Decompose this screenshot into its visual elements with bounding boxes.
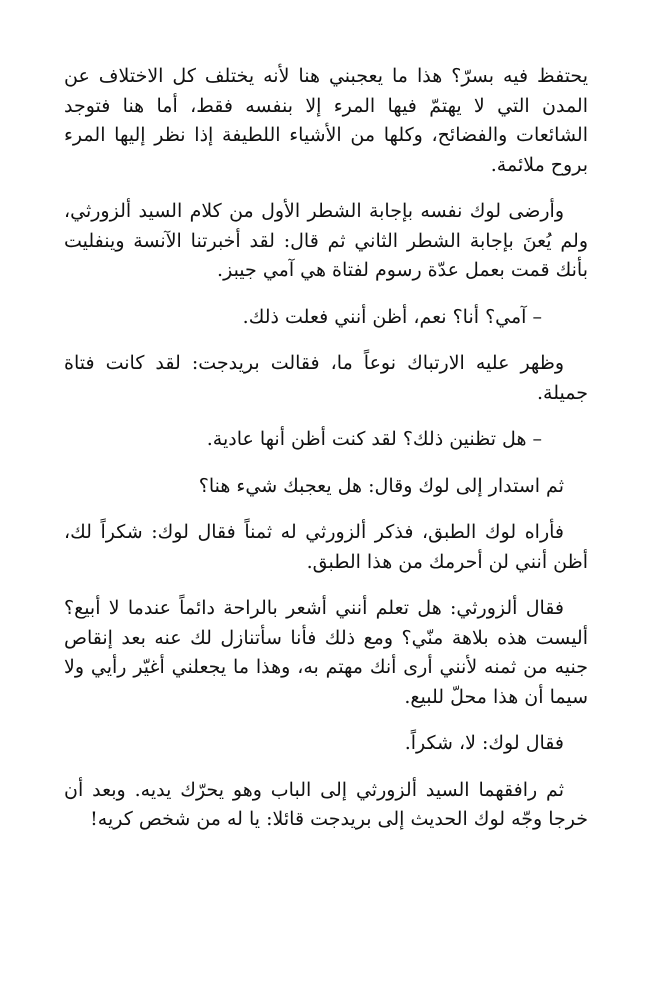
paragraph: ثم استدار إلى لوك وقال: هل يعجبك شيء هنا؟ [198,474,564,497]
paragraph: ثم رافقهما السيد ألزورثي إلى الباب وهو يحرّك يديه. وبعد أن خرجا وجّه لوك الحديث إلى بريدجت قائلا: يا له من شخص كريه! [64,778,588,830]
paragraph: فقال لوك: لا، شكراً. [404,732,564,754]
dialogue-line: – آمي؟ أنا؟ نعم، أظن أنني فعلت ذلك. [242,305,542,328]
paragraph: فأراه لوك الطبق، فذكر ألزورثي له ثمناً فقال لوك: شكراً لك، أظن أنني لن أحرمك من هذا الطبق. [64,521,588,573]
book-page [64,62,588,852]
paragraph: وظهر عليه الارتباك نوعاً ما، فقالت بريدجت: لقد كانت فتاة جميلة. [64,352,588,404]
paragraph: وأرضى لوك نفسه بإجابة الشطر الأول من كلام السيد ألزورثي، ولم يُعنَ بإجابة الشطر الثاني ثم قال: لقد أخبرتنا الآنسة وينفليت بأنك قمت بعمل عدّة رسوم لفتاة هي آمي جيبز. [64,200,588,281]
paragraph: فقال ألزورثي: هل تعلم أنني أشعر بالراحة دائماً عندما لا أبيع؟ أليست هذه بلاهة منّي؟ ومع ذلك فأنا سأتنازل لك عنه بعد إنقاص جنيه من ثمنه لأنني أرى أنك مهتم به، وهذا ما يجعلني أغيّر رأيي ولا سيما أن هذا محلّ للبيع. [64,597,588,708]
paragraph: يحتفظ فيه بسرّ؟ هذا ما يعجبني هنا لأنه يختلف كل الاختلاف عن المدن التي لا يهتمّ فيها المرء إلا بنفسه فقط، أما هنا فتوجد الشائعات والفضائح، وكلها من الأشياء اللطيفة إذا نظر إليها المرء بروح ملائمة. [64,65,588,176]
dialogue-line: – هل تظنين ذلك؟ لقد كنت أظن أنها عادية. [206,428,542,450]
